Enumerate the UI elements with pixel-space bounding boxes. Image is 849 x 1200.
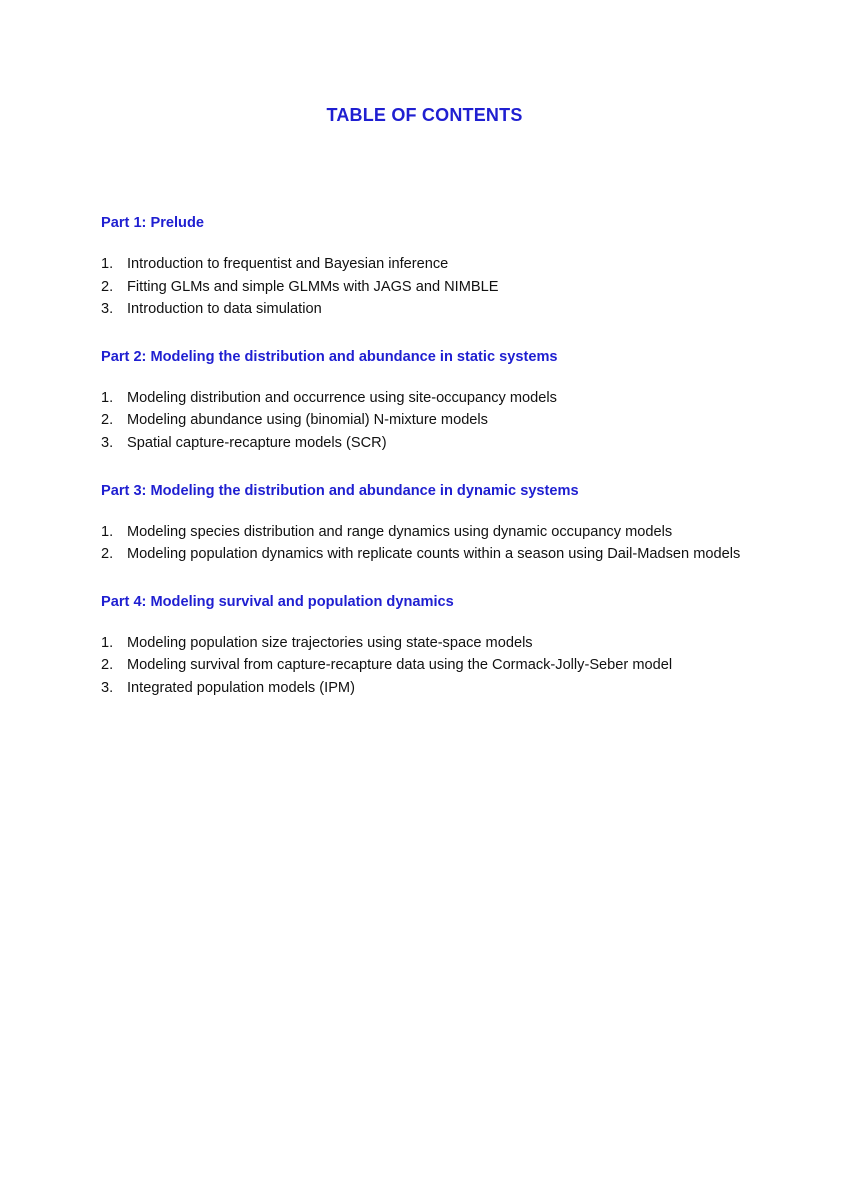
- page-title: TABLE OF CONTENTS: [326, 105, 523, 125]
- list-item: [101, 632, 761, 655]
- item-text: Spatial capture-recapture models (SCR): [127, 434, 387, 451]
- list-item: [101, 543, 761, 566]
- list-item: [101, 387, 761, 410]
- item-text: Modeling survival from capture-recapture data using the Cormack-Jolly-Seber model: [127, 657, 673, 674]
- list-item: [101, 677, 761, 700]
- part-items-list: [101, 253, 761, 321]
- list-item: [101, 521, 761, 544]
- table-of-contents: [101, 213, 761, 726]
- part-heading: Part 3: Modeling the distribution and abundance in dynamic systems: [101, 482, 579, 499]
- part-items-list: [101, 632, 761, 700]
- part-items-list: [101, 521, 761, 566]
- part-heading: Part 1: Prelude: [101, 215, 205, 231]
- part-2-section: [101, 347, 761, 455]
- part-heading: Part 4: Modeling survival and population dynamics: [101, 593, 454, 610]
- list-item: [101, 654, 761, 677]
- part-4-section: [101, 592, 761, 700]
- item-number: 2.: [101, 278, 114, 295]
- item-number: 2.: [101, 657, 114, 674]
- part-1-section: [101, 213, 761, 321]
- item-text: Fitting GLMs and simple GLMMs with JAGS and NIMBLE: [127, 278, 499, 295]
- item-text: Modeling distribution and occurrence using site-occupancy models: [127, 389, 557, 406]
- list-item: [101, 409, 761, 432]
- item-text: Introduction to frequentist and Bayesian inference: [127, 256, 449, 272]
- item-number: 3.: [101, 679, 114, 696]
- item-number: 1.: [101, 634, 114, 651]
- list-item: [101, 276, 761, 299]
- item-text: Modeling population size trajectories using state-space models: [127, 634, 533, 651]
- item-number: 3.: [101, 434, 114, 451]
- item-text: Modeling species distribution and range dynamics using dynamic occupancy models: [127, 523, 673, 540]
- item-number: 1.: [101, 389, 114, 406]
- item-text: Integrated population models (IPM): [127, 679, 355, 696]
- list-item: [101, 298, 761, 321]
- item-number: 2.: [101, 412, 114, 429]
- item-text: Modeling abundance using (binomial) N-mixture models: [127, 412, 488, 429]
- part-3-section: [101, 481, 761, 566]
- list-item: [101, 432, 761, 455]
- list-item: [101, 253, 761, 276]
- part-items-list: [101, 387, 761, 455]
- item-number: 1.: [101, 256, 114, 272]
- item-number: 3.: [101, 301, 114, 318]
- item-text: Introduction to data simulation: [127, 301, 322, 318]
- item-number: 2.: [101, 546, 114, 563]
- item-number: 1.: [101, 523, 114, 540]
- item-text: Modeling population dynamics with replicate counts within a season using Dail-Madsen models: [127, 546, 741, 563]
- part-heading: Part 2: Modeling the distribution and abundance in static systems: [101, 348, 558, 365]
